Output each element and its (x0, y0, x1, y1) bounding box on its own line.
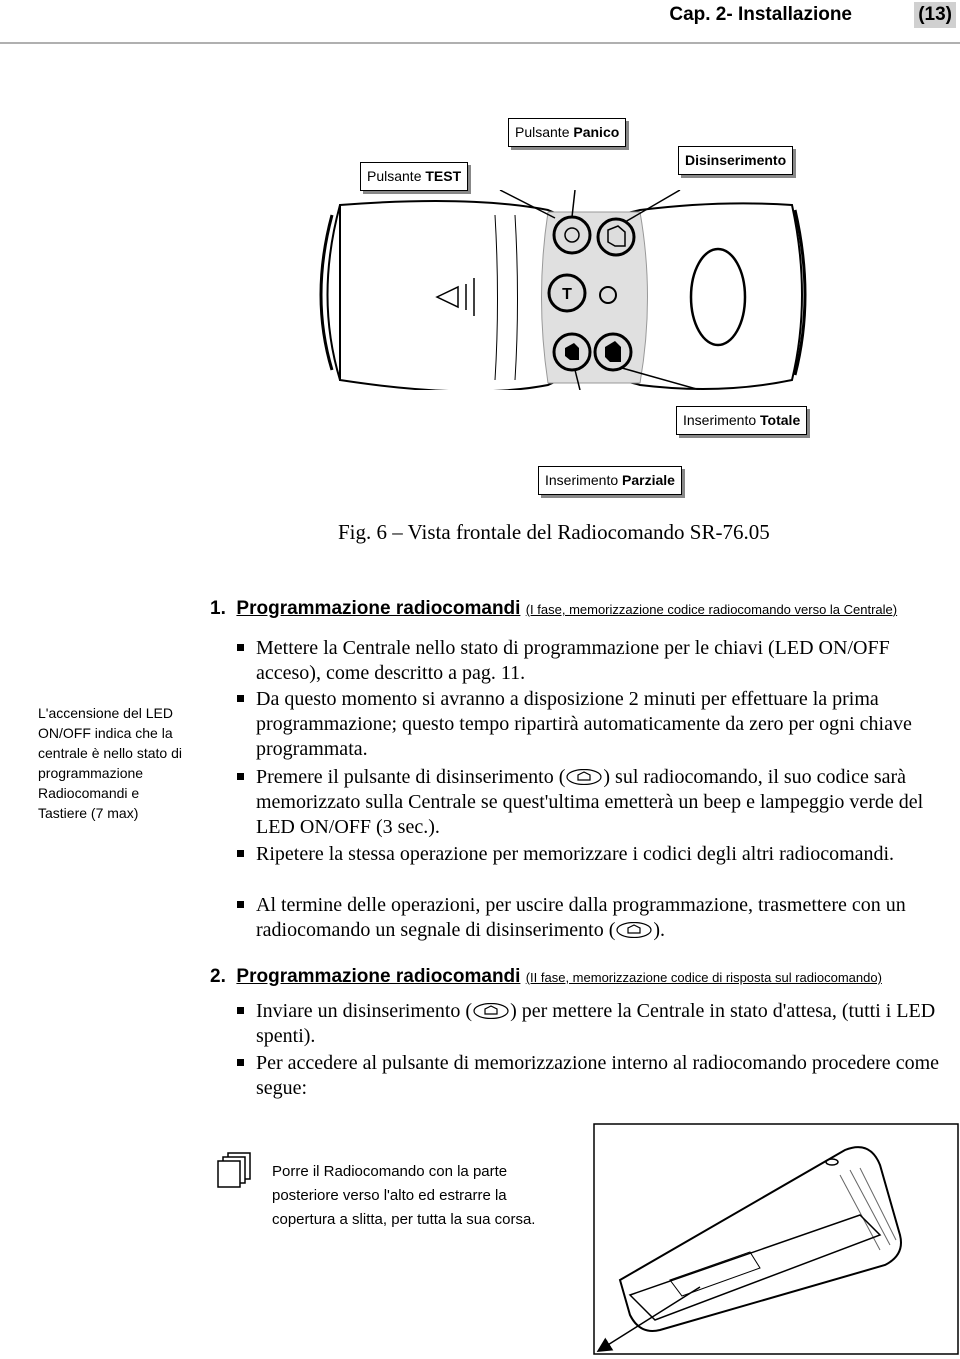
list-item: Mettere la Centrale nello stato di programmazione per le chiavi (LED ON/OFF acceso), come descritto a pag. 11. (256, 636, 956, 686)
disarm-button[interactable] (598, 219, 634, 255)
test-button[interactable] (549, 275, 585, 311)
disarm-icon (472, 1003, 510, 1019)
led-window (691, 249, 745, 345)
test-button-label: T (562, 286, 572, 303)
disarm-icon (615, 922, 653, 938)
panic-button[interactable] (554, 217, 590, 253)
header-divider (0, 42, 960, 44)
disarm-icon (565, 769, 603, 785)
remote-back-illustration (590, 1120, 960, 1355)
remote-back-body (620, 1147, 901, 1331)
callout-total-arm: Inserimento Totale (676, 406, 807, 435)
callout-partial-arm: Inserimento Parziale (538, 466, 682, 495)
callout-disarm: Disinserimento (678, 146, 793, 175)
list-item: Al termine delle operazioni, per uscire dalla programmazione, trasmettere con un radiocomando un segnale di disinserimento ( ). (256, 893, 956, 943)
total-arm-button[interactable] (595, 334, 631, 370)
page-number: (13) (914, 2, 956, 28)
side-note: L'accensione del LED ON/OFF indica che la centrale è nello stato di programmazione Radiocomandi e Tastiere (7 max) (38, 705, 182, 821)
list-item: Per accedere al pulsante di memorizzazione interno al radiocomando procedere come segue: (256, 1051, 956, 1101)
chapter-title: Cap. 2- Installazione (669, 4, 852, 25)
note-text: Porre il Radiocomando con la parte posteriore verso l'alto ed estrarre la copertura a slitta, per tutta la sua corsa. (272, 1163, 536, 1228)
note-pages-icon (214, 1152, 254, 1190)
section-1-title: 1. Programmazione radiocomandi (I fase, memorizzazione codice radiocomando verso la Centrale) (210, 598, 898, 619)
list-item: Da questo momento si avranno a disposizione 2 minuti per effettuare la prima programmazione; questo tempo ripartirà automaticamente da zero per ogni chiave programmata. (256, 687, 956, 762)
list-item: Ripetere la stessa operazione per memorizzare i codici degli altri radiocomandi. (256, 842, 956, 867)
remote-front-illustration (300, 190, 820, 390)
figure-caption: Fig. 6 – Vista frontale del Radiocomando SR-76.05 (338, 520, 770, 544)
callout-test: Pulsante TEST (360, 162, 468, 191)
callout-panic: Pulsante Panico (508, 118, 626, 147)
list-item: Premere il pulsante di disinserimento ( ) sul radiocomando, il suo codice sarà memorizzato sulla Centrale se quest'ultima emetterà un beep e lampeggio verde del LED ON/OFF (3 sec.). (256, 765, 956, 840)
section-2-title: 2. Programmazione radiocomandi (II fase, memorizzazione codice di risposta sul radiocomando) (210, 966, 882, 987)
slide-direction-arrow (603, 1287, 700, 1348)
list-item: Inviare un disinserimento ( ) per mettere la Centrale in stato d'attesa, (tutti i LED spenti). (256, 999, 956, 1049)
partial-arm-button[interactable] (554, 334, 590, 370)
